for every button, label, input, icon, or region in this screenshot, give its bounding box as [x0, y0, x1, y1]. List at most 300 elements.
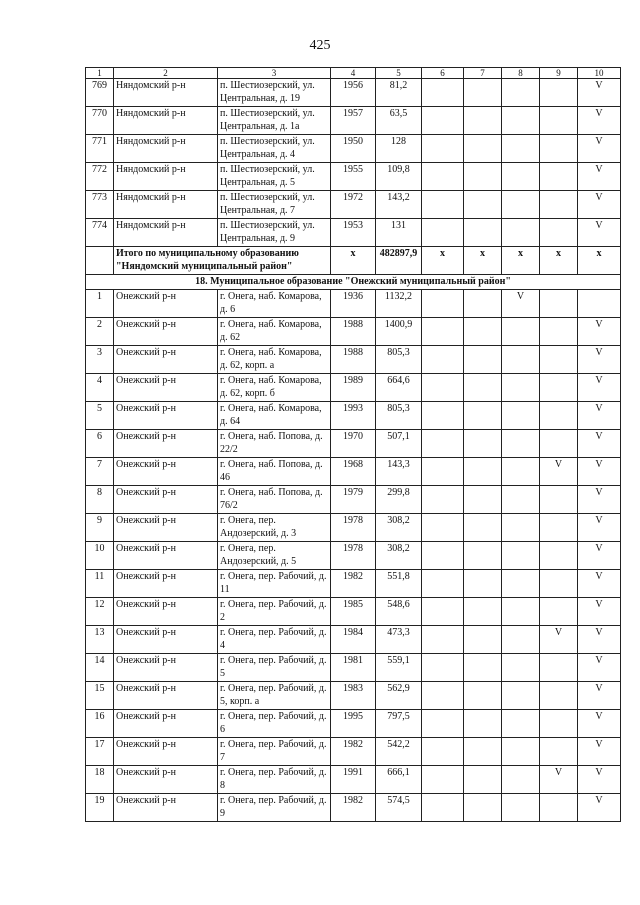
flag-cell — [540, 219, 578, 247]
column-header: 9 — [540, 68, 578, 79]
flag-cell: V — [578, 710, 621, 738]
column-header: 5 — [376, 68, 422, 79]
district-cell: Онежский р-н — [114, 346, 218, 374]
flag-cell — [422, 626, 464, 654]
year-cell: 1983 — [331, 682, 376, 710]
flag-cell: V — [578, 654, 621, 682]
page-number: 425 — [309, 38, 331, 53]
flag-cell — [464, 710, 502, 738]
address-cell: г. Онега, пер. Андозерский, д. 5 — [218, 542, 331, 570]
total-c7: x — [464, 247, 502, 275]
flag-cell — [464, 163, 502, 191]
table-row — [86, 458, 621, 486]
flag-cell — [422, 219, 464, 247]
flag-cell — [502, 598, 540, 626]
flag-cell — [464, 626, 502, 654]
district-cell: Онежский р-н — [114, 682, 218, 710]
flag-cell: V — [502, 290, 540, 318]
district-cell: Няндомский р-н — [114, 79, 218, 107]
flag-cell: V — [578, 458, 621, 486]
flag-cell — [464, 682, 502, 710]
flag-cell — [540, 542, 578, 570]
table-row — [86, 598, 621, 626]
year-cell: 1968 — [331, 458, 376, 486]
address-cell: г. Онега, пер. Рабочий, д. 5, корп. а — [218, 682, 331, 710]
total-label: Итого по муниципальному образованию "Няндомский муниципальный район" — [114, 247, 331, 275]
row-number: 5 — [86, 402, 114, 430]
flag-cell — [502, 514, 540, 542]
flag-cell — [502, 654, 540, 682]
address-cell: г. Онега, наб. Комарова, д. 62, корп. а — [218, 346, 331, 374]
flag-cell — [540, 374, 578, 402]
flag-cell — [464, 542, 502, 570]
flag-cell — [422, 738, 464, 766]
address-cell: г. Онега, пер. Рабочий, д. 7 — [218, 738, 331, 766]
total-c9: x — [540, 247, 578, 275]
row-number: 772 — [86, 163, 114, 191]
flag-cell: V — [578, 191, 621, 219]
district-cell: Онежский р-н — [114, 458, 218, 486]
flag-cell — [422, 135, 464, 163]
column-header: 8 — [502, 68, 540, 79]
column-header: 6 — [422, 68, 464, 79]
district-cell: Онежский р-н — [114, 402, 218, 430]
district-cell: Няндомский р-н — [114, 135, 218, 163]
address-cell: г. Онега, наб. Попова, д. 46 — [218, 458, 331, 486]
column-header: 7 — [464, 68, 502, 79]
address-cell: г. Онега, пер. Рабочий, д. 4 — [218, 626, 331, 654]
flag-cell — [464, 486, 502, 514]
flag-cell — [464, 318, 502, 346]
year-cell: 1982 — [331, 738, 376, 766]
flag-cell — [502, 794, 540, 822]
table-row — [86, 79, 621, 107]
flag-cell — [540, 318, 578, 346]
column-header: 4 — [331, 68, 376, 79]
flag-cell — [464, 374, 502, 402]
flag-cell — [464, 598, 502, 626]
flag-cell — [422, 458, 464, 486]
area-cell: 299,8 — [376, 486, 422, 514]
address-cell: г. Онега, наб. Комарова, д. 64 — [218, 402, 331, 430]
row-number: 12 — [86, 598, 114, 626]
flag-cell — [540, 794, 578, 822]
table-row — [86, 374, 621, 402]
row-number: 13 — [86, 626, 114, 654]
row-number: 6 — [86, 430, 114, 458]
row-number: 770 — [86, 107, 114, 135]
year-cell: 1956 — [331, 79, 376, 107]
district-cell: Няндомский р-н — [114, 107, 218, 135]
flag-cell — [540, 710, 578, 738]
year-cell: 1982 — [331, 794, 376, 822]
row-number: 19 — [86, 794, 114, 822]
area-cell: 574,5 — [376, 794, 422, 822]
flag-cell — [502, 570, 540, 598]
table-row — [86, 766, 621, 794]
flag-cell — [502, 107, 540, 135]
row-number: 3 — [86, 346, 114, 374]
flag-cell: V — [578, 346, 621, 374]
address-cell: г. Онега, наб. Комарова, д. 62 — [218, 318, 331, 346]
flag-cell — [422, 598, 464, 626]
flag-cell — [540, 402, 578, 430]
row-number: 4 — [86, 374, 114, 402]
flag-cell: V — [578, 766, 621, 794]
district-cell: Онежский р-н — [114, 290, 218, 318]
district-cell: Онежский р-н — [114, 374, 218, 402]
table-row — [86, 346, 621, 374]
flag-cell — [502, 163, 540, 191]
flag-cell — [540, 486, 578, 514]
district-cell: Онежский р-н — [114, 766, 218, 794]
area-cell: 81,2 — [376, 79, 422, 107]
address-cell: п. Шестиозерский, ул. Центральная, д. 4 — [218, 135, 331, 163]
flag-cell — [464, 290, 502, 318]
row-number: 10 — [86, 542, 114, 570]
area-cell: 131 — [376, 219, 422, 247]
district-cell: Онежский р-н — [114, 514, 218, 542]
flag-cell — [422, 402, 464, 430]
address-cell: п. Шестиозерский, ул. Центральная, д. 5 — [218, 163, 331, 191]
district-cell: Онежский р-н — [114, 430, 218, 458]
flag-cell — [464, 346, 502, 374]
address-cell: г. Онега, пер. Андозерский, д. 3 — [218, 514, 331, 542]
flag-cell — [422, 107, 464, 135]
address-cell: г. Онега, наб. Комарова, д. 6 — [218, 290, 331, 318]
area-cell: 805,3 — [376, 346, 422, 374]
flag-cell — [464, 654, 502, 682]
flag-cell — [540, 682, 578, 710]
flag-cell — [540, 107, 578, 135]
flag-cell: V — [578, 318, 621, 346]
table-row — [86, 794, 621, 822]
area-cell: 473,3 — [376, 626, 422, 654]
flag-cell — [502, 191, 540, 219]
housing-registry-table — [85, 67, 621, 822]
flag-cell — [422, 346, 464, 374]
year-cell: 1989 — [331, 374, 376, 402]
district-cell: Няндомский р-н — [114, 163, 218, 191]
flag-cell: V — [578, 402, 621, 430]
table-row — [86, 135, 621, 163]
row-number: 8 — [86, 486, 114, 514]
flag-cell — [422, 514, 464, 542]
area-cell: 1400,9 — [376, 318, 422, 346]
flag-cell: V — [578, 219, 621, 247]
flag-cell — [502, 430, 540, 458]
area-cell: 109,8 — [376, 163, 422, 191]
row-number: 7 — [86, 458, 114, 486]
area-cell: 507,1 — [376, 430, 422, 458]
flag-cell — [464, 766, 502, 794]
district-cell: Онежский р-н — [114, 570, 218, 598]
section-title: 18. Муниципальное образование "Онежский муниципальный район" — [86, 275, 621, 290]
address-cell: г. Онега, наб. Попова, д. 76/2 — [218, 486, 331, 514]
total-row — [86, 247, 621, 275]
flag-cell — [502, 374, 540, 402]
flag-cell: V — [578, 626, 621, 654]
row-number: 15 — [86, 682, 114, 710]
flag-cell: V — [578, 514, 621, 542]
flag-cell — [502, 486, 540, 514]
year-cell: 1984 — [331, 626, 376, 654]
table-row — [86, 542, 621, 570]
flag-cell — [540, 191, 578, 219]
section-row — [86, 275, 621, 290]
flag-cell — [540, 654, 578, 682]
flag-cell — [502, 682, 540, 710]
flag-cell: V — [578, 570, 621, 598]
flag-cell — [464, 191, 502, 219]
district-cell: Няндомский р-н — [114, 191, 218, 219]
address-cell: г. Онега, пер. Рабочий, д. 2 — [218, 598, 331, 626]
area-cell: 666,1 — [376, 766, 422, 794]
flag-cell — [502, 219, 540, 247]
flag-cell: V — [578, 598, 621, 626]
flag-cell — [502, 766, 540, 794]
flag-cell — [502, 79, 540, 107]
flag-cell — [464, 514, 502, 542]
district-cell: Няндомский р-н — [114, 219, 218, 247]
address-cell: г. Онега, пер. Рабочий, д. 8 — [218, 766, 331, 794]
flag-cell — [464, 738, 502, 766]
flag-cell — [540, 570, 578, 598]
flag-cell: V — [578, 738, 621, 766]
column-number-header-row — [86, 68, 621, 79]
row-number: 17 — [86, 738, 114, 766]
district-cell: Онежский р-н — [114, 710, 218, 738]
table-row — [86, 107, 621, 135]
year-cell: 1978 — [331, 514, 376, 542]
flag-cell: V — [578, 79, 621, 107]
total-c10: x — [578, 247, 621, 275]
flag-cell: V — [578, 794, 621, 822]
column-header: 2 — [114, 68, 218, 79]
table-row — [86, 626, 621, 654]
flag-cell — [422, 191, 464, 219]
table-row — [86, 318, 621, 346]
column-header: 10 — [578, 68, 621, 79]
year-cell: 1936 — [331, 290, 376, 318]
flag-cell — [422, 486, 464, 514]
district-cell: Онежский р-н — [114, 318, 218, 346]
year-cell: 1953 — [331, 219, 376, 247]
area-cell: 548,6 — [376, 598, 422, 626]
address-cell: г. Онега, пер. Рабочий, д. 11 — [218, 570, 331, 598]
flag-cell — [422, 570, 464, 598]
flag-cell — [540, 135, 578, 163]
total-c8: x — [502, 247, 540, 275]
year-cell: 1955 — [331, 163, 376, 191]
district-cell: Онежский р-н — [114, 542, 218, 570]
year-cell: 1972 — [331, 191, 376, 219]
flag-cell — [540, 738, 578, 766]
table-row — [86, 402, 621, 430]
area-cell: 562,9 — [376, 682, 422, 710]
district-cell: Онежский р-н — [114, 794, 218, 822]
year-cell: 1985 — [331, 598, 376, 626]
total-empty-cell — [86, 247, 114, 275]
flag-cell — [540, 346, 578, 374]
flag-cell — [464, 79, 502, 107]
district-cell: Онежский р-н — [114, 598, 218, 626]
row-number: 773 — [86, 191, 114, 219]
year-cell: 1979 — [331, 486, 376, 514]
flag-cell — [422, 794, 464, 822]
area-cell: 1132,2 — [376, 290, 422, 318]
flag-cell — [422, 318, 464, 346]
table-row — [86, 570, 621, 598]
flag-cell — [422, 710, 464, 738]
district-cell: Онежский р-н — [114, 486, 218, 514]
flag-cell — [502, 626, 540, 654]
row-number: 774 — [86, 219, 114, 247]
area-cell: 805,3 — [376, 402, 422, 430]
table-row — [86, 682, 621, 710]
flag-cell — [540, 430, 578, 458]
flag-cell — [578, 290, 621, 318]
address-cell: п. Шестиозерский, ул. Центральная, д. 7 — [218, 191, 331, 219]
area-cell: 542,2 — [376, 738, 422, 766]
area-cell: 308,2 — [376, 542, 422, 570]
row-number: 9 — [86, 514, 114, 542]
flag-cell — [502, 318, 540, 346]
table-row — [86, 290, 621, 318]
year-cell: 1957 — [331, 107, 376, 135]
year-cell: 1970 — [331, 430, 376, 458]
flag-cell — [422, 766, 464, 794]
flag-cell — [540, 290, 578, 318]
address-cell: п. Шестиозерский, ул. Центральная, д. 1а — [218, 107, 331, 135]
table-row — [86, 430, 621, 458]
row-number: 1 — [86, 290, 114, 318]
area-cell: 664,6 — [376, 374, 422, 402]
flag-cell — [502, 710, 540, 738]
flag-cell — [422, 654, 464, 682]
flag-cell: V — [578, 682, 621, 710]
flag-cell — [502, 402, 540, 430]
area-cell: 143,2 — [376, 191, 422, 219]
district-cell: Онежский р-н — [114, 738, 218, 766]
table-row — [86, 486, 621, 514]
flag-cell: V — [540, 626, 578, 654]
flag-cell — [502, 346, 540, 374]
table-row — [86, 191, 621, 219]
year-cell: 1982 — [331, 570, 376, 598]
flag-cell — [422, 682, 464, 710]
flag-cell — [422, 542, 464, 570]
flag-cell — [464, 458, 502, 486]
row-number: 11 — [86, 570, 114, 598]
table-row — [86, 654, 621, 682]
table-row — [86, 219, 621, 247]
flag-cell — [502, 738, 540, 766]
flag-cell — [540, 514, 578, 542]
flag-cell — [502, 542, 540, 570]
address-cell: г. Онега, наб. Комарова, д. 62, корп. б — [218, 374, 331, 402]
flag-cell: V — [540, 766, 578, 794]
flag-cell: V — [578, 374, 621, 402]
row-number: 769 — [86, 79, 114, 107]
flag-cell — [422, 163, 464, 191]
year-cell: 1995 — [331, 710, 376, 738]
flag-cell — [464, 107, 502, 135]
district-cell: Онежский р-н — [114, 626, 218, 654]
flag-cell — [464, 430, 502, 458]
total-c4: x — [331, 247, 376, 275]
table-row — [86, 514, 621, 542]
address-cell: г. Онега, наб. Попова, д. 22/2 — [218, 430, 331, 458]
area-cell: 551,8 — [376, 570, 422, 598]
address-cell: г. Онега, пер. Рабочий, д. 9 — [218, 794, 331, 822]
flag-cell: V — [578, 135, 621, 163]
flag-cell: V — [578, 542, 621, 570]
flag-cell — [422, 290, 464, 318]
area-cell: 63,5 — [376, 107, 422, 135]
flag-cell: V — [578, 430, 621, 458]
flag-cell — [464, 219, 502, 247]
flag-cell — [502, 458, 540, 486]
row-number: 2 — [86, 318, 114, 346]
flag-cell — [422, 430, 464, 458]
area-cell: 128 — [376, 135, 422, 163]
flag-cell — [464, 402, 502, 430]
year-cell: 1978 — [331, 542, 376, 570]
row-number: 14 — [86, 654, 114, 682]
address-cell: п. Шестиозерский, ул. Центральная, д. 19 — [218, 79, 331, 107]
row-number: 771 — [86, 135, 114, 163]
row-number: 18 — [86, 766, 114, 794]
address-cell: г. Онега, пер. Рабочий, д. 6 — [218, 710, 331, 738]
total-c5: 482897,9 — [376, 247, 422, 275]
total-c6: x — [422, 247, 464, 275]
flag-cell — [464, 570, 502, 598]
year-cell: 1988 — [331, 346, 376, 374]
area-cell: 308,2 — [376, 514, 422, 542]
area-cell: 143,3 — [376, 458, 422, 486]
column-header: 3 — [218, 68, 331, 79]
area-cell: 797,5 — [376, 710, 422, 738]
flag-cell: V — [578, 486, 621, 514]
flag-cell: V — [578, 107, 621, 135]
area-cell: 559,1 — [376, 654, 422, 682]
flag-cell — [422, 79, 464, 107]
year-cell: 1991 — [331, 766, 376, 794]
flag-cell — [502, 135, 540, 163]
flag-cell: V — [578, 163, 621, 191]
row-number: 16 — [86, 710, 114, 738]
year-cell: 1988 — [331, 318, 376, 346]
flag-cell — [540, 163, 578, 191]
year-cell: 1993 — [331, 402, 376, 430]
flag-cell — [464, 135, 502, 163]
table-row — [86, 738, 621, 766]
column-header: 1 — [86, 68, 114, 79]
year-cell: 1981 — [331, 654, 376, 682]
flag-cell — [464, 794, 502, 822]
flag-cell: V — [540, 458, 578, 486]
year-cell: 1950 — [331, 135, 376, 163]
table-row — [86, 710, 621, 738]
address-cell: г. Онега, пер. Рабочий, д. 5 — [218, 654, 331, 682]
district-cell: Онежский р-н — [114, 654, 218, 682]
table-row — [86, 163, 621, 191]
flag-cell — [540, 79, 578, 107]
flag-cell — [540, 598, 578, 626]
address-cell: п. Шестиозерский, ул. Центральная, д. 9 — [218, 219, 331, 247]
flag-cell — [422, 374, 464, 402]
